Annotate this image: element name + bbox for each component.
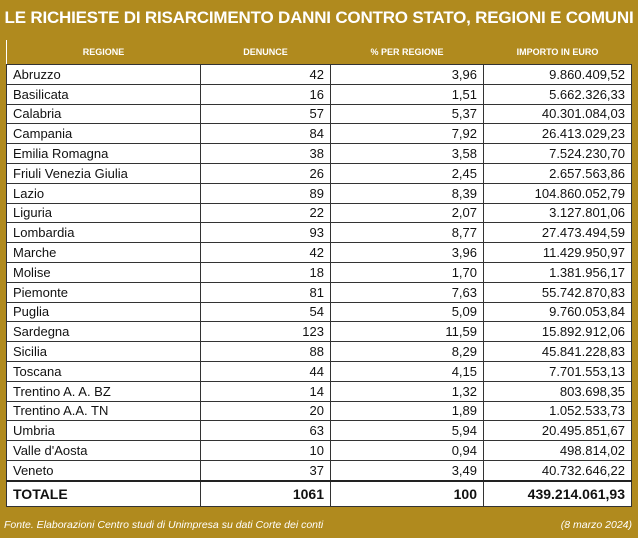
table-row [7,84,632,104]
header-denunce: DENUNCE [201,40,331,65]
header-importo: IMPORTO IN EURO [484,40,632,65]
page-title: LE RICHIESTE DI RISARCIMENTO DANNI CONTRO STATO, REGIONI E COMUNI [4,8,634,27]
table-row [7,342,632,362]
cell-importo: 2.657.563,86 [484,163,632,183]
footer [4,517,632,535]
cell-regione: Emilia Romagna [7,144,201,164]
cell-regione: Valle d'Aosta [7,441,201,461]
cell-importo: 27.473.494,59 [484,223,632,243]
cell-importo: 40.301.084,03 [484,104,632,124]
cell-percentuale: 1,51 [331,84,484,104]
cell-importo: 55.742.870,83 [484,282,632,302]
table-row [7,144,632,164]
table-row [7,124,632,144]
cell-regione: Marche [7,243,201,263]
cell-importo: 40.732.646,22 [484,460,632,480]
cell-regione: Sicilia [7,342,201,362]
cell-percentuale: 2,45 [331,163,484,183]
cell-regione: Puglia [7,302,201,322]
table-row [7,243,632,263]
cell-regione: Umbria [7,421,201,441]
table-row [7,183,632,203]
table-row [7,381,632,401]
cell-denunce: 1061 [201,481,331,507]
table-row [7,282,632,302]
cell-denunce: 18 [201,262,331,282]
table-row [7,65,632,85]
table-row [7,361,632,381]
cell-importo: 3.127.801,06 [484,203,632,223]
cell-importo: 1.052.533,73 [484,401,632,421]
cell-importo: 1.381.956,17 [484,262,632,282]
cell-denunce: 93 [201,223,331,243]
table-row [7,262,632,282]
cell-denunce: 88 [201,342,331,362]
table-row [7,460,632,480]
cell-importo: 11.429.950,97 [484,243,632,263]
cell-regione: Piemonte [7,282,201,302]
cell-regione: Molise [7,262,201,282]
cell-percentuale: 8,77 [331,223,484,243]
cell-denunce: 54 [201,302,331,322]
cell-regione: Trentino A. A. BZ [7,381,201,401]
cell-percentuale: 100 [331,481,484,507]
cell-percentuale: 7,92 [331,124,484,144]
cell-denunce: 22 [201,203,331,223]
cell-denunce: 123 [201,322,331,342]
cell-denunce: 16 [201,84,331,104]
cell-denunce: 14 [201,381,331,401]
header-row [7,40,632,65]
cell-regione: Abruzzo [7,65,201,85]
table-row [7,441,632,461]
header-regione: REGIONE [7,40,201,65]
cell-regione: Liguria [7,203,201,223]
cell-percentuale: 2,07 [331,203,484,223]
cell-importo: 803.698,35 [484,381,632,401]
cell-denunce: 63 [201,421,331,441]
table-row [7,104,632,124]
cell-importo: 20.495.851,67 [484,421,632,441]
cell-regione: Veneto [7,460,201,480]
cell-denunce: 84 [201,124,331,144]
cell-importo: 26.413.029,23 [484,124,632,144]
cell-denunce: 37 [201,460,331,480]
table-row [7,421,632,441]
cell-denunce: 44 [201,361,331,381]
footer-date: (8 marzo 2024) [560,519,632,531]
cell-importo: 15.892.912,06 [484,322,632,342]
cell-regione: Lombardia [7,223,201,243]
cell-importo: 9.860.409,52 [484,65,632,85]
cell-percentuale: 1,32 [331,381,484,401]
cell-denunce: 42 [201,65,331,85]
cell-percentuale: 8,39 [331,183,484,203]
cell-regione: Lazio [7,183,201,203]
cell-percentuale: 5,37 [331,104,484,124]
header-percentuale: % PER REGIONE [331,40,484,65]
table-row [7,302,632,322]
cell-denunce: 20 [201,401,331,421]
cell-percentuale: 3,49 [331,460,484,480]
total-row [7,481,632,507]
cell-percentuale: 4,15 [331,361,484,381]
cell-importo: 5.662.326,33 [484,84,632,104]
cell-denunce: 38 [201,144,331,164]
cell-importo: 439.214.061,93 [484,481,632,507]
table-row [7,322,632,342]
cell-percentuale: 0,94 [331,441,484,461]
cell-denunce: 89 [201,183,331,203]
cell-percentuale: 1,70 [331,262,484,282]
cell-importo: 498.814,02 [484,441,632,461]
cell-importo: 7.701.553,13 [484,361,632,381]
cell-percentuale: 8,29 [331,342,484,362]
cell-percentuale: 1,89 [331,401,484,421]
cell-regione: Calabria [7,104,201,124]
table-row [7,401,632,421]
cell-regione: Toscana [7,361,201,381]
cell-regione: TOTALE [7,481,201,507]
footer-source: Fonte. Elaborazioni Centro studi di Unimpresa su dati Corte dei conti [4,519,324,531]
cell-percentuale: 3,96 [331,65,484,85]
cell-percentuale: 3,96 [331,243,484,263]
cell-denunce: 42 [201,243,331,263]
table-row [7,203,632,223]
table-body [7,65,632,507]
cell-percentuale: 7,63 [331,282,484,302]
cell-percentuale: 11,59 [331,322,484,342]
cell-percentuale: 3,58 [331,144,484,164]
cell-denunce: 57 [201,104,331,124]
cell-regione: Friuli Venezia Giulia [7,163,201,183]
cell-denunce: 26 [201,163,331,183]
cell-importo: 45.841.228,83 [484,342,632,362]
claims-table [6,40,632,507]
cell-regione: Sardegna [7,322,201,342]
cell-importo: 104.860.052,79 [484,183,632,203]
cell-denunce: 10 [201,441,331,461]
table-row [7,163,632,183]
cell-regione: Trentino A.A. TN [7,401,201,421]
cell-importo: 9.760.053,84 [484,302,632,322]
cell-percentuale: 5,09 [331,302,484,322]
cell-regione: Basilicata [7,84,201,104]
cell-regione: Campania [7,124,201,144]
cell-percentuale: 5,94 [331,421,484,441]
cell-denunce: 81 [201,282,331,302]
cell-importo: 7.524.230,70 [484,144,632,164]
table-row [7,223,632,243]
